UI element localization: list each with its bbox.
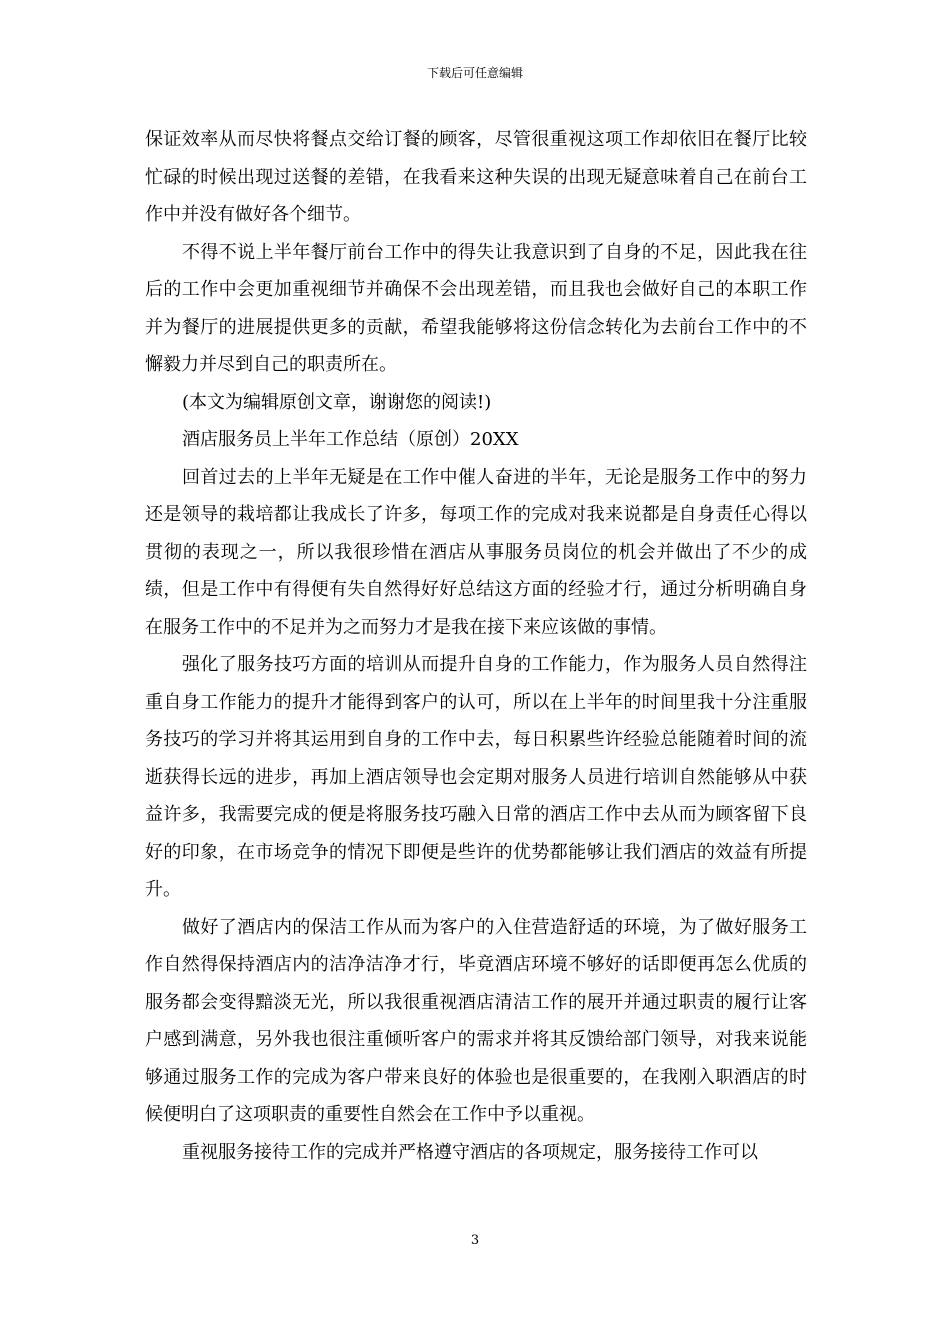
- paragraph: 强化了服务技巧方面的培训从而提升自身的工作能力，作为服务人员自然得注重自身工作能力的提升才能得到客户的认可，所以在上半年的时间里我十分注重服务技巧的学习并将其运用到自身的工作中去，每日积累些许经验总能随着时间的流逝获得长远的进步，再加上酒店领导也会定期对服务人员进行培训自然能够从中获益许多，我需要完成的便是将服务技巧融入日常的酒店工作中去从而为顾客留下良好的印象，在市场竞争的情况下即便是些许的优势都能够让我们酒店的效益有所提升。: [145, 654, 807, 900]
- paragraph-note: (本文为编辑原创文章，谢谢您的阅读!): [182, 391, 492, 413]
- section-title: 酒店服务员上半年工作总结（原创）20XX: [182, 429, 519, 450]
- paragraph: 不得不说上半年餐厅前台工作中的得失让我意识到了自身的不足，因此我在往后的工作中会更加重视细节并确保不会出现差错，而且我也会做好自己的本职工作并为餐厅的进展提供更多的贡献，希望我能够将这份信念转化为去前台工作中的不懈毅力并尽到自己的职责所在。: [145, 241, 807, 375]
- paragraph: 做好了酒店内的保洁工作从而为客户的入住营造舒适的环境，为了做好服务工作自然得保持酒店内的洁净洁净才行，毕竟酒店环境不够好的话即便再怎么优质的服务都会变得黯淡无光，所以我很重视酒店清洁工作的展开并通过职责的履行让客户感到满意，另外我也很注重倾听客户的需求并将其反馈给部门领导，对我来说能够通过服务工作的完成为客户带来良好的体验也是很重要的，在我刚入职酒店的时候便明白了这项职责的重要性自然会在工作中予以重视。: [145, 916, 807, 1125]
- paragraph-continuation: 保证效率从而尽快将餐点交给订餐的顾客，尽管很重视这项工作却依旧在餐厅比较忙碌的时候出现过送餐的差错，在我看来这种失误的出现无疑意味着自己在前台工作中并没有做好各个细节。: [145, 129, 807, 225]
- page-number: 3: [470, 1233, 480, 1248]
- paragraph: 重视服务接待工作的完成并严格遵守酒店的各项规定，服务接待工作可以: [182, 1141, 758, 1163]
- paragraph: 回首过去的上半年无疑是在工作中催人奋进的半年，无论是服务工作中的努力还是领导的栽培都让我成长了许多，每项工作的完成对我来说都是自身责任心得以贯彻的表现之一，所以我很珍惜在酒店从事服务员岗位的机会并做出了不少的成绩，但是工作中有得便有失自然得好好总结这方面的经验才行，通过分析明确自身在服务工作中的不足并为之而努力才是我在接下来应该做的事情。: [145, 466, 807, 638]
- page-header: 下载后可任意编辑: [426, 66, 523, 80]
- document-body: [145, 121, 807, 1171]
